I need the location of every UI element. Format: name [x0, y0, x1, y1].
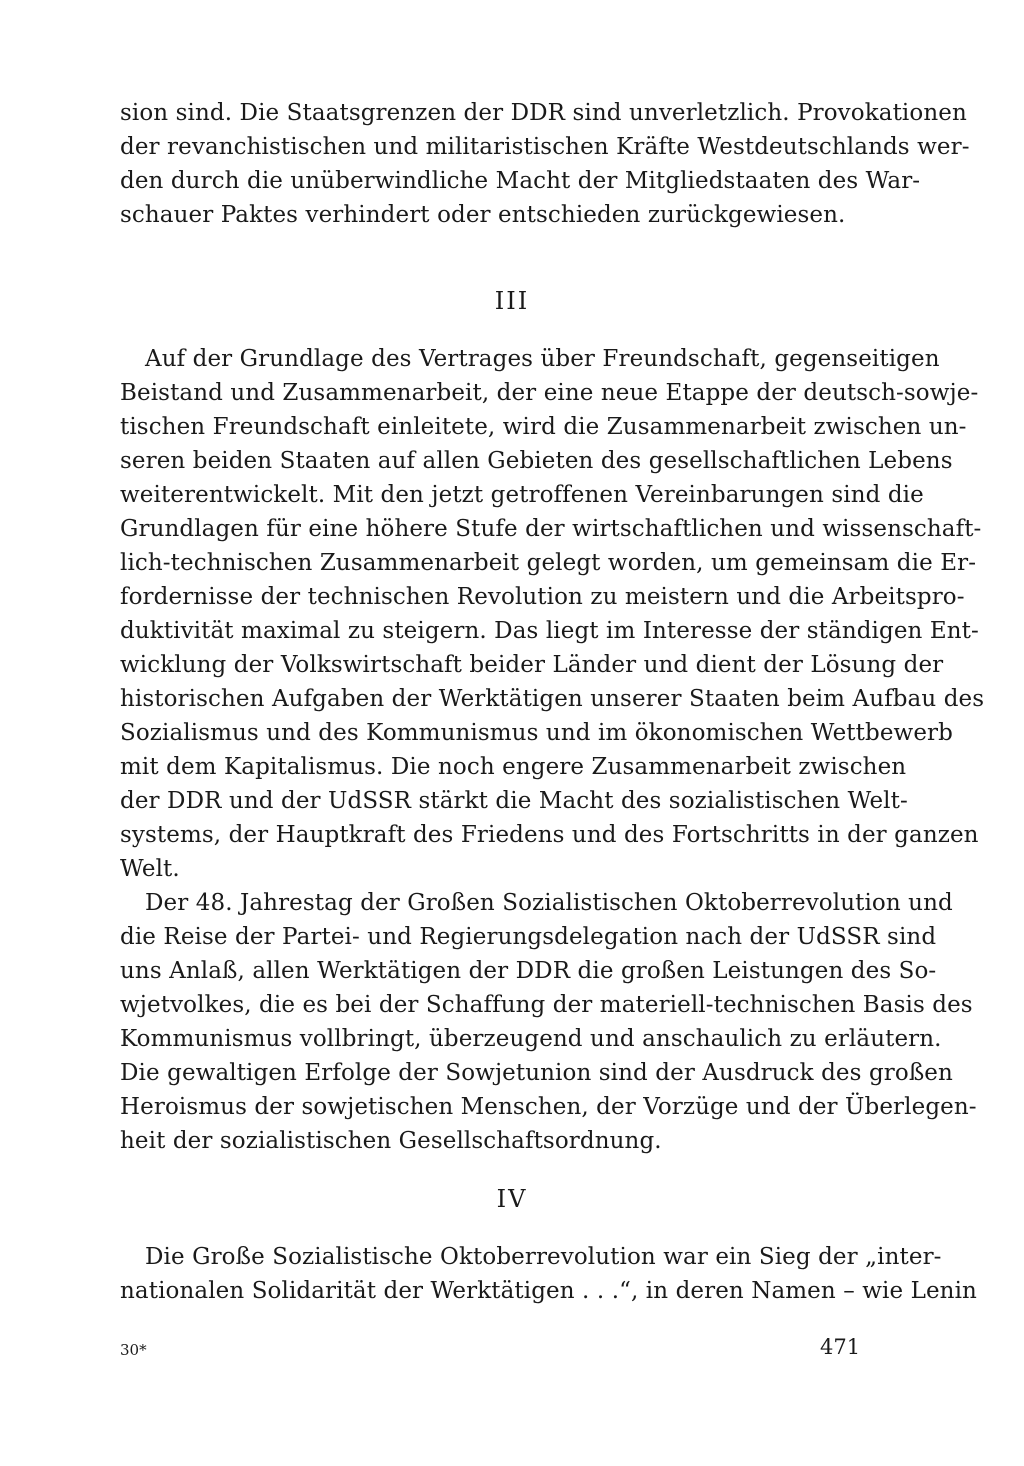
- text-line: der revanchistischen und militaristischen Kräfte Westdeutschlands wer-: [120, 134, 970, 160]
- text-line: wjetvolkes, die es bei der Schaffung der materiell-technischen Basis des: [120, 992, 973, 1018]
- text-line: weiterentwickelt. Mit den jetzt getroffenen Vereinbarungen sind die: [120, 482, 924, 508]
- text-line: uns Anlaß, allen Werktätigen der DDR die großen Leistungen des So-: [120, 958, 937, 984]
- text-line: seren beiden Staaten auf allen Gebieten des gesellschaftlichen Lebens: [120, 448, 953, 474]
- text-line: systems, der Hauptkraft des Friedens und des Fortschritts in der ganzen: [120, 822, 979, 848]
- text-line: duktivität maximal zu steigern. Das liegt im Interesse der ständigen Ent-: [120, 618, 979, 644]
- text-line: schauer Paktes verhindert oder entschieden zurückgewiesen.: [120, 202, 846, 228]
- text-line: Kommunismus vollbringt, überzeugend und anschaulich zu erläutern.: [120, 1026, 942, 1052]
- text-line: den durch die unüberwindliche Macht der Mitgliedstaaten des War-: [120, 168, 921, 194]
- page-number: 471: [820, 1335, 861, 1359]
- text-line: lich-technischen Zusammenarbeit gelegt worden, um gemeinsam die Er-: [120, 550, 977, 576]
- text-line: mit dem Kapitalismus. Die noch engere Zusammenarbeit zwischen: [120, 754, 907, 780]
- text-line: Der 48. Jahrestag der Großen Sozialistischen Oktoberrevolution und: [145, 890, 953, 916]
- text-line: tischen Freundschaft einleitete, wird die Zusammenarbeit zwischen un-: [120, 414, 967, 440]
- text-line: nationalen Solidarität der Werktätigen . . .“, in deren Namen – wie Lenin: [120, 1278, 977, 1304]
- text-line: Die gewaltigen Erfolge der Sowjetunion sind der Ausdruck des großen: [120, 1060, 953, 1086]
- text-line: Sozialismus und des Kommunismus und im ökonomischen Wettbewerb: [120, 720, 953, 746]
- text-line: Welt.: [120, 856, 180, 882]
- text-line: Beistand und Zusammenarbeit, der eine neue Etappe der deutsch-sowje-: [120, 380, 979, 406]
- text-line: Auf der Grundlage des Vertrages über Freundschaft, gegenseitigen: [145, 346, 940, 372]
- text-line: Die Große Sozialistische Oktoberrevolution war ein Sieg der „inter-: [145, 1244, 942, 1270]
- text-line: historischen Aufgaben der Werktätigen unserer Staaten beim Aufbau des: [120, 686, 985, 712]
- text-line: die Reise der Partei- und Regierungsdelegation nach der UdSSR sind: [120, 924, 937, 950]
- text-line: der DDR und der UdSSR stärkt die Macht des sozialistischen Welt-: [120, 788, 908, 814]
- section-heading-4: IV: [496, 1185, 528, 1213]
- text-line: Grundlagen für eine höhere Stufe der wirtschaftlichen und wissenschaft-: [120, 516, 982, 542]
- text-line: wicklung der Volkswirtschaft beider Länder und dient der Lösung der: [120, 652, 944, 678]
- text-line: Heroismus der sowjetischen Menschen, der Vorzüge und der Überlegen-: [120, 1094, 977, 1120]
- printer-signature-mark: 30*: [120, 1341, 147, 1359]
- text-line: sion sind. Die Staatsgrenzen der DDR sind unverletzlich. Provokationen: [120, 100, 967, 126]
- text-line: heit der sozialistischen Gesellschaftsordnung.: [120, 1128, 662, 1154]
- section-heading-3: III: [494, 287, 530, 315]
- text-line: fordernisse der technischen Revolution zu meistern und die Arbeitspro-: [120, 584, 965, 610]
